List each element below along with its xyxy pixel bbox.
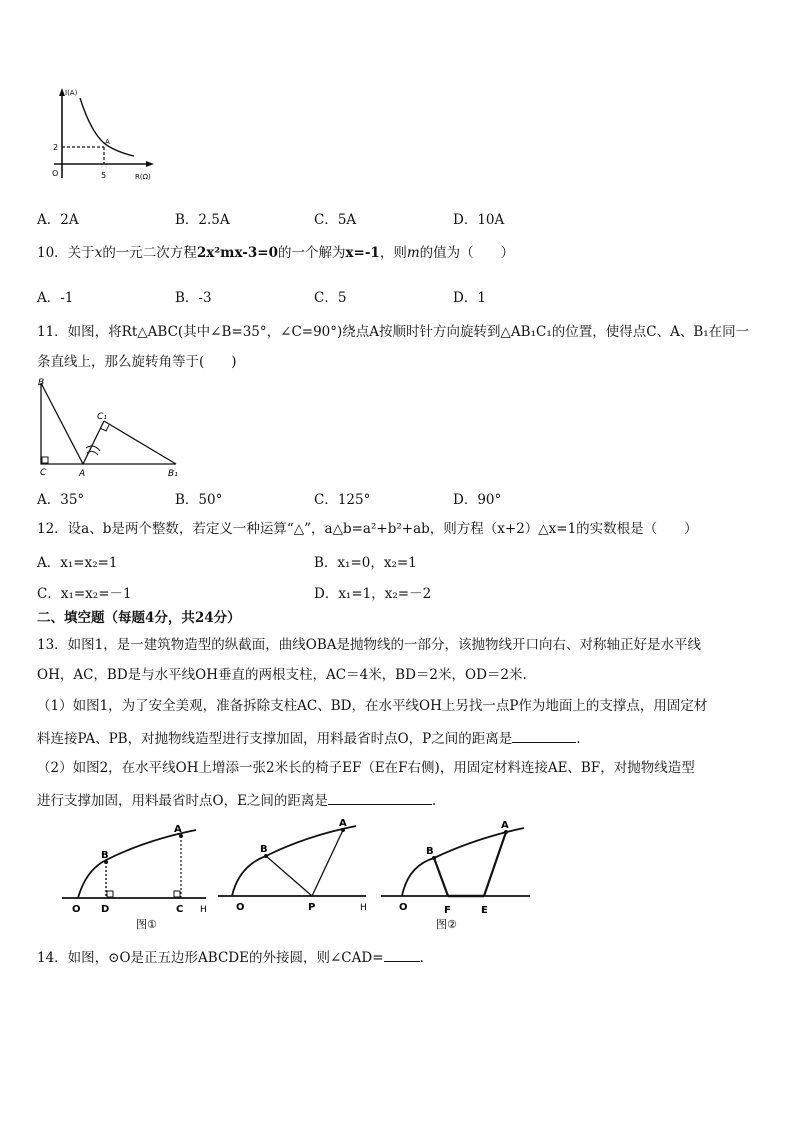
fig11-label-a: A: [79, 469, 86, 479]
graph-x-tick: 5: [101, 171, 107, 180]
fig1-label-o: O: [72, 904, 81, 915]
fig2-label-b: B: [426, 846, 434, 857]
fig-p-label-h: H: [360, 903, 367, 913]
q12-option-a: A．x₁=x₂=1: [37, 555, 118, 571]
rotation-triangle-figure: [34, 375, 184, 480]
fig1-label-c: C: [176, 904, 184, 915]
q14-question: 14．如图，⊙O是正五边形ABCDE的外接圆，则∠CAD= .: [37, 947, 424, 967]
q12-question: 12．设a、b是两个整数，若定义一种运算“△”，a△b=a²+b²+ab，则方程（x+2）△x=1的实数根是（ ）: [37, 521, 698, 537]
q14-answer-blank[interactable]: [384, 947, 420, 962]
q9-option-b: B．2.5A: [175, 212, 230, 228]
q11-option-a: A．35°: [37, 492, 85, 508]
q13-line-4: 料连接PA、PB，对抛物线造型进行支撑加固，用料最省时点O，P之间的距离是 .: [37, 728, 581, 748]
figure-p-support: [218, 818, 367, 913]
q13-line-5: （2）如图2，在水平线OH上增添一张2米长的椅子EF（E在F右侧)，用固定材料连接AE、BF，对抛物线造型: [37, 760, 695, 776]
current-resistance-graph: [40, 86, 170, 186]
q13-answer-blank-2[interactable]: [328, 790, 432, 805]
q9-option-a: A．2A: [37, 212, 79, 228]
fig-p-label-o: O: [236, 902, 245, 913]
figure-1: [62, 824, 207, 931]
section-2-header: 二、填空题（每题4分，共24分）: [37, 610, 241, 626]
fig2-label-f: F: [444, 905, 451, 916]
graph-origin-label: O: [52, 169, 59, 178]
figure-2: [381, 820, 530, 931]
graph-x-label: R(Ω): [135, 173, 151, 181]
fig1-label-d: D: [101, 904, 110, 915]
fig2-label-e: E: [481, 905, 488, 916]
q12-option-b: B．x₁=0，x₂=1: [314, 555, 417, 571]
q13-line-6: 进行支撑加固，用料最省时点O，E之间的距离是 .: [37, 790, 436, 810]
figure-2-caption: 图②: [436, 918, 457, 931]
fig11-label-c: C: [40, 468, 47, 478]
q13-line-2: OH，AC，BD是与水平线OH垂直的两根支柱，AC＝4米，BD＝2米，OD＝2米.: [37, 667, 527, 683]
graph-y-label: I(A): [65, 89, 78, 97]
fig1-label-h: H: [200, 905, 207, 915]
q12-option-c: C．x₁=x₂=－1: [37, 586, 132, 602]
fig2-label-o: O: [399, 902, 408, 913]
fig2-label-a: A: [501, 820, 509, 831]
q10-option-b: B．-3: [175, 290, 212, 306]
fig11-label-b1: B₁: [168, 469, 178, 479]
q12-option-d: D．x₁=1，x₂=－2: [314, 586, 432, 602]
figure-1-caption: 图①: [136, 918, 157, 931]
graph-point-label: A: [105, 138, 110, 146]
q13-line-1: 13．如图1，是一建筑物造型的纵截面，曲线OBA是抛物线的一部分，该抛物线开口向右、对称轴正好是水平线: [37, 637, 702, 653]
q13-answer-blank-1[interactable]: [512, 728, 576, 743]
q11-option-c: C．125°: [314, 492, 371, 508]
fig11-label-c1: C₁: [97, 412, 107, 422]
q10-option-c: C．5: [314, 290, 347, 306]
q10-option-d: D．1: [453, 290, 486, 306]
fig-p-label-b: B: [260, 844, 268, 855]
q10-option-a: A．-1: [37, 290, 74, 306]
q10-question: 10．关于x的一元二次方程2x²mx-3=0的一个解为x=-1，则m的值为（ ）: [37, 245, 515, 261]
fig-p-label-a: A: [339, 818, 347, 829]
q9-option-d: D．10A: [453, 212, 505, 228]
parabola-support-figures: [56, 818, 536, 936]
fig1-label-a: A: [174, 824, 182, 835]
fig-p-label-p: P: [308, 902, 316, 913]
q11-option-d: D．90°: [453, 492, 502, 508]
q11-line-2: 条直线上，那么旋转角等于( ): [37, 354, 237, 370]
fig1-label-b: B: [101, 850, 109, 861]
q11-option-b: B．50°: [175, 492, 223, 508]
q13-line-3: （1）如图1，为了安全美观，准备拆除支柱AC、BD，在水平线OH上另找一点P作为地面上的支撑点，用固定材: [37, 698, 708, 714]
graph-y-tick: 2: [53, 143, 59, 152]
q9-option-c: C．5A: [314, 212, 357, 228]
q11-line-1: 11．如图，将Rt△ABC(其中∠B=35°，∠C=90°)绕点A按顺时针方向旋转到△AB₁C₁的位置，使得点C、A、B₁在同一: [37, 324, 750, 340]
fig11-label-b: B: [38, 378, 45, 388]
